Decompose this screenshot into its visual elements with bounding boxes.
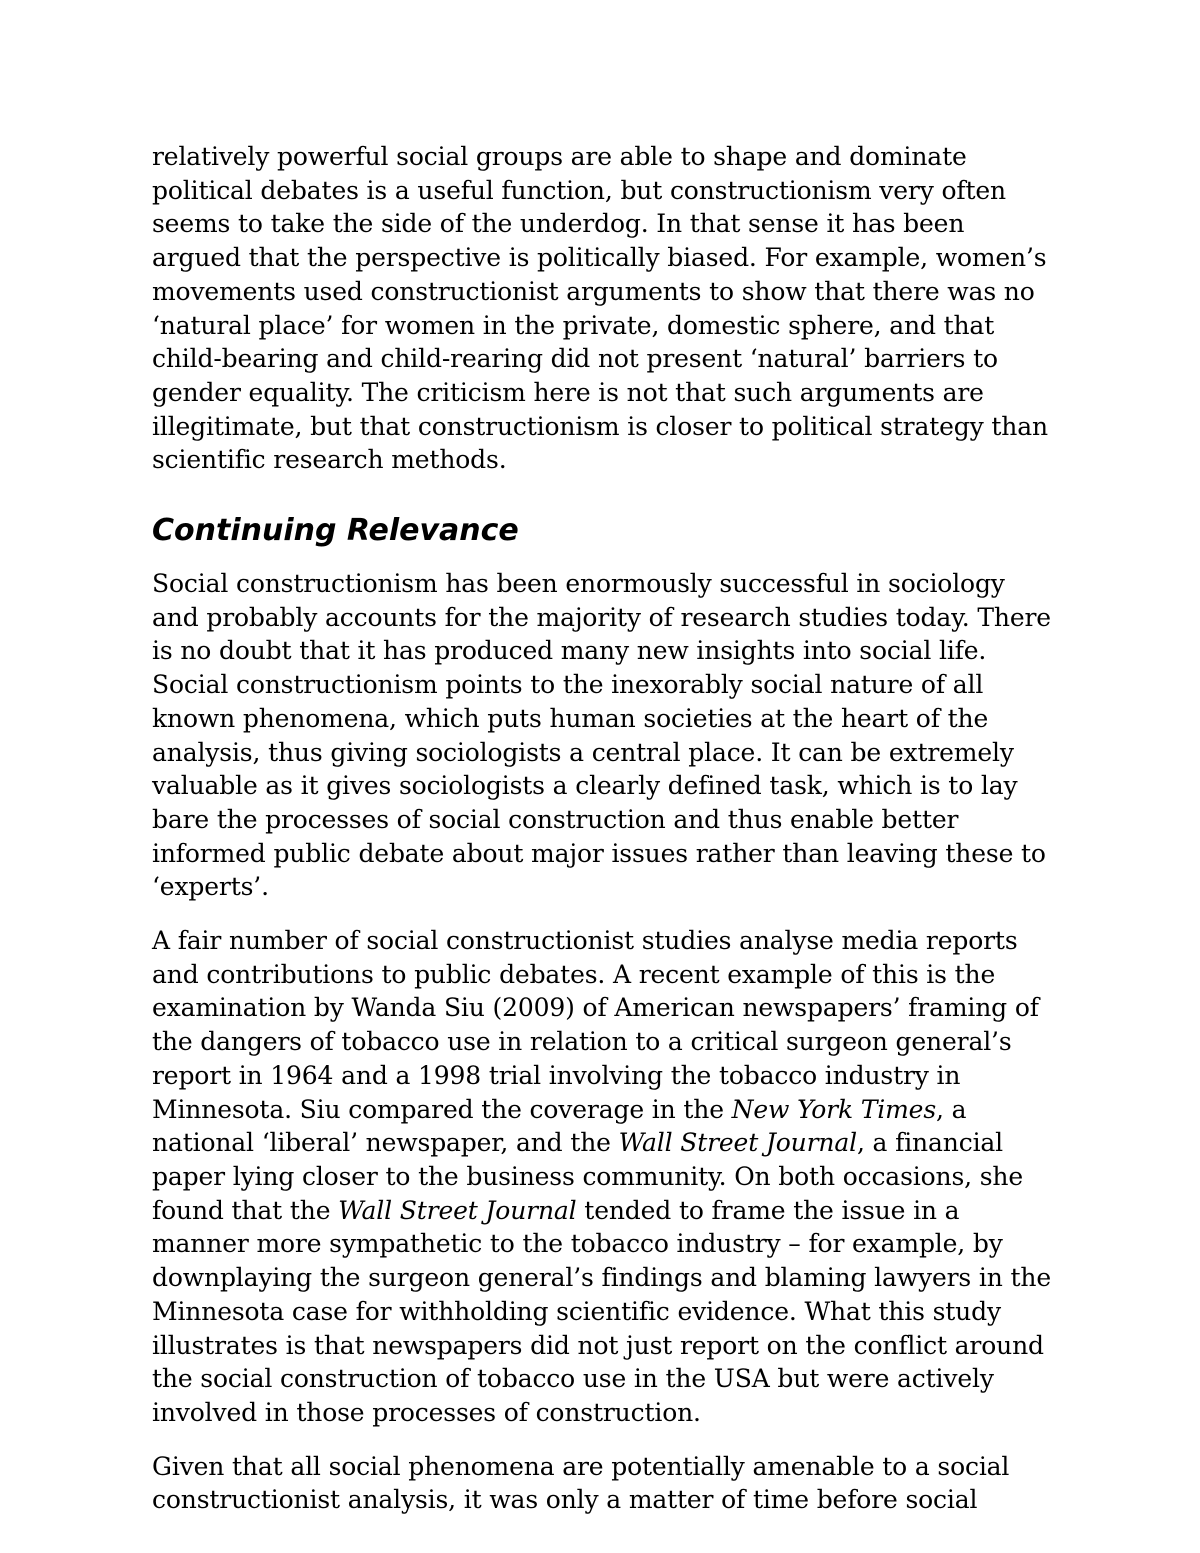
paragraph-amenable: Given that all social phenomena are potentially amenable to a social constructionist analysis, it was only a matter of time before social (152, 1451, 1010, 1515)
section-heading: Continuing Relevance (152, 513, 519, 549)
text-segment: , a national ‘liberal’ newspaper, and the (152, 1094, 967, 1158)
text-segment: , a financial paper lying closer to the business community. On both occasions, she found that the (152, 1128, 1023, 1225)
paragraph-criticism: relatively powerful social groups are able to shape and dominate political debates is a useful function, but constructionism very often seems to take the side of the underdog. In that sense it has been argued that the perspective is politically biased. For example, women’s movements used constructionist arguments to show that there was no ‘natural place’ for women in the private, domestic sphere, and that child-bearing and child-rearing did not present ‘natural’ barriers to gender equality. The criticism here is not that such arguments are illegitimate, but that constructionism is closer to political strategy than scientific research methods. (152, 142, 1048, 475)
paragraph-media-study (152, 924, 1052, 1430)
text-segment: A fair number of social constructionist studies analyse media reports and contributions to public debates. A recent example of this is the examination by Wanda Siu (2009) of American newspapers’ framing of the dangers of tobacco use in relation to a critical surgeon general’s report in 1964 and a 1998 trial involving the tobacco industry in Minnesota. Siu compared the coverage in the (152, 926, 1039, 1124)
text-segment: tended to frame the issue in a manner more sympathetic to the tobacco industry – for example, by downplaying the surgeon general’s findings and blaming lawyers in the Minnesota case for withholding scientific evidence. What this study illustrates is that newspapers did not just report on the conflict around the social construction of tobacco use in the USA but were actively involved in those processes of construction. (152, 1195, 1051, 1427)
newspaper-title: New York Times (731, 1094, 937, 1124)
paragraph-success: Social constructionism has been enormously successful in sociology and probably accounts for the majority of research studies today. There is no doubt that it has produced many new insights into social life. Social constructionism points to the inexorably social nature of all known phenomena, which puts human societies at the heart of the analysis, thus giving sociologists a central place. It can be extremely valuable as it gives sociologists a clearly defined task, which is to lay bare the processes of social construction and thus enable better informed public debate about major issues rather than leaving these to ‘experts’. (152, 569, 1051, 902)
newspaper-title: Wall Street Journal (618, 1128, 857, 1158)
document-page (152, 140, 1052, 1537)
newspaper-title: Wall Street Journal (338, 1195, 577, 1225)
